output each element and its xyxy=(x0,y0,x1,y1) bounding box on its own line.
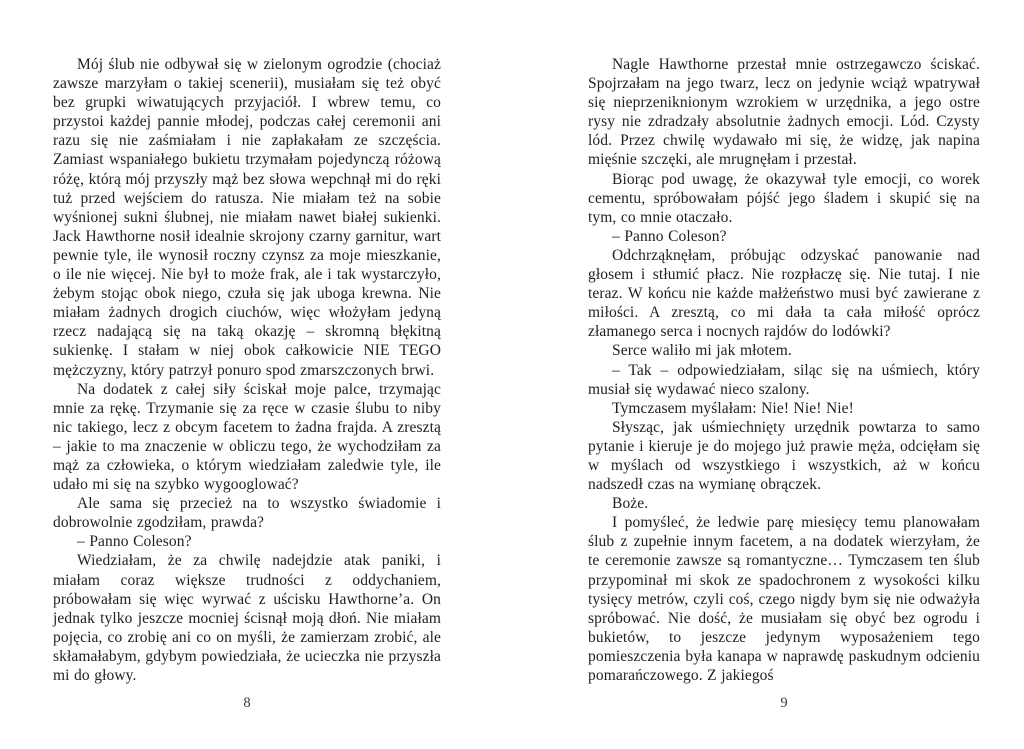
paragraph: Tymczasem myślałam: Nie! Nie! Nie! xyxy=(612,399,854,417)
page-text-right xyxy=(588,55,980,685)
paragraph: Słysząc, jak uśmiechnięty urzędnik powtarza to samo pytanie i kieruje je do mojego już prawie męża, odcięłam się w myślach od wszystkiego i wszystkich, aż w końcu nadszedł czas na wymianę obrączek. xyxy=(588,418,980,494)
paragraph: Serce waliło mi jak młotem. xyxy=(612,342,792,360)
page-text-left xyxy=(53,55,441,685)
paragraph: Nagle Hawthorne przestał mnie ostrzegawczo ściskać. Spojrzałam na jego twarz, lecz on jedynie wciąż wpatrywał się nieprzeniknionym wzrokiem w urzędnika, a jego ostre rysy nie zdradzały absolutnie żadnych emocji. Lód. Czysty lód. Przez chwilę wydawało mi się, że widzę, jak napina mięśnie szczęki, ale mrugnęłam i przestał. xyxy=(588,56,980,169)
paragraph: Na dodatek z całej siły ściskał moje palce, trzymając mnie za rękę. Trzymanie się za ręce w czasie ślubu to niby nic takiego, lecz z obcym facetem to żadna frajda. A zresztą – jakie to ma znaczenie w obliczu tego, że wychodziłam za mąż za człowieka, o którym wiedziałam zaledwie tyle, ile udało mi się na szybko wygooglować? xyxy=(53,380,441,494)
paragraph: Ale sama się przecież na to wszystko świadomie i dobrowolnie zgodziłam, prawda? xyxy=(53,495,441,532)
paragraph: – Panno Coleson? xyxy=(77,533,192,551)
paragraph: Biorąc pod uwagę, że okazywał tyle emocji, co worek cementu, spróbowałam pójść jego śladem i skupić się na tym, co mnie otaczało. xyxy=(588,170,980,226)
paragraph: – Panno Coleson? xyxy=(612,227,727,245)
page-number-right: 9 xyxy=(780,695,788,711)
paragraph: I pomyśleć, że ledwie parę miesięcy temu planowałam ślub z zupełnie innym facetem, a na dodatek wierzyłam, że te ceremonie zawsze są romantyczne… Tymczasem ten ślub przypominał mi skok ze spadochronem z wysokości kilku tysięcy metrów, czyli coś, czego nigdy bym się nie odważyła spróbować. Nie dość, że musiałam się obyć bez ogrodu i bukietów, to jeszcze jedynym wyposażeniem tego pomieszczenia była kanapa w naprawdę paskudnym odcieniu pomarańczowego. Z jakiegoś xyxy=(588,514,980,684)
paragraph: Boże. xyxy=(612,495,649,513)
paragraph: – Tak – odpowiedziałam, siląc się na uśmiech, który musiał się wydawać nieco szalony. xyxy=(588,361,980,398)
book-page-right xyxy=(588,55,980,749)
book-page-left xyxy=(53,55,441,749)
paragraph: Wiedziałam, że za chwilę nadejdzie atak paniki, i miałam coraz większe trudności z oddychaniem, próbowałam się więc wyrwać z uścisku Hawthorne’a. On jednak tylko jeszcze mocniej ścisnął moją dłoń. Nie miałam pojęcia, co zrobię ani co on myśli, że zamierzam zrobić, ale skłamałabym, gdybym powiedziała, że ucieczka nie przyszła mi do głowy. xyxy=(53,552,441,684)
paragraph: Odchrząknęłam, próbując odzyskać panowanie nad głosem i stłumić płacz. Nie rozpłaczę się. Nie tutaj. I nie teraz. W końcu nie każde małżeństwo musi być zawierane z miłości. A zresztą, co mi dała ta cała miłość oprócz złamanego serca i nocnych rajdów do lodówki? xyxy=(588,246,980,341)
page-number-left: 8 xyxy=(243,695,251,711)
paragraph: Mój ślub nie odbywał się w zielonym ogrodzie (chociaż zawsze marzyłam o takiej scenerii), musiałam się też obyć bez grupki wiwatujących przyjaciół. I wbrew temu, co przystoi każdej pannie młodej, podczas całej ceremonii ani razu się nie zaśmiałam i nie zapłakałam ze szczęścia. Zamiast wspaniałego bukietu trzymałam pojedynczą różową różę, którą mój przyszły mąż bez słowa wepchnął mi do ręki tuż przed wejściem do ratusza. Nie miałam też na sobie wyśnionej sukni ślubnej, nie miałam nawet białej sukienki. Jack Hawthorne nosił idealnie skrojony czarny garnitur, wart pewnie tyle, ile wynosił roczny czynsz za moje mieszkanie, o ile nie więcej. Nie był to może frak, ale i tak wystarczyło, żebym stojąc obok niego, czuła się jak uboga krewna. Nie miałam żadnych drogich ciuchów, więc włożyłam jedyną rzecz nadającą się na taką okazję – skromną błękitną sukienkę. I stałam w niej obok całkowicie NIE TEGO mężczyzny, który patrzył ponuro spod zmarszczonych brwi. xyxy=(53,56,441,379)
